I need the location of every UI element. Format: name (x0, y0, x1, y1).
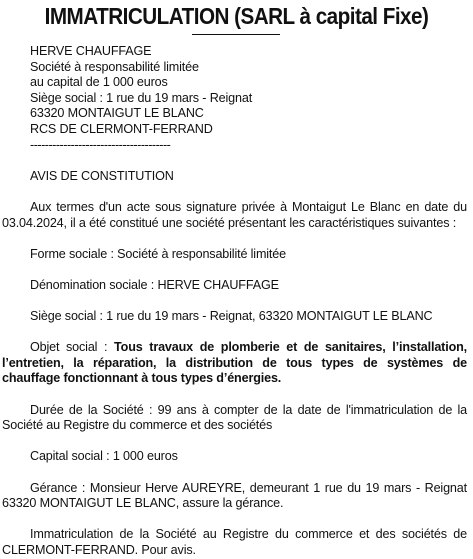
company-rcs: RCS DE CLERMONT-FERRAND (30, 121, 213, 136)
paragraph-intro: Aux termes d'un acte sous signature privée à Montaigut Le Blanc en date du 03.04.2024, il a été constitué une société présentant les caractéristiques suivantes : (2, 199, 467, 230)
paragraph-siege: Siège social : 1 rue du 19 mars - Reignat, 63320 MONTAIGUT LE BLANC (30, 309, 433, 324)
objet-label: Objet social : (30, 340, 115, 355)
paragraph-forme-sociale: Forme sociale : Société à responsabilité limitée (30, 246, 286, 261)
notice-body (2, 44, 467, 559)
paragraph-denomination: Dénomination sociale : HERVE CHAUFFAGE (30, 277, 279, 292)
paragraph-objet (2, 340, 467, 387)
company-legal-form: Société à responsabilité limitée (30, 59, 199, 74)
company-name: HERVE CHAUFFAGE (30, 44, 152, 58)
paragraph-immatriculation: Immatriculation de la Société au Registre du commerce et des sociétés de CLERMONT-FERRAND. Pour avis. (2, 527, 467, 557)
objet-value: Tous travaux de plomberie et de sanitaires, l’installation, l’entretien, la réparation, la distribution de tous types de systèmes de chauffage fonctionnant à tous types d’énergies. (2, 340, 467, 386)
separator-line: -------------------------------------- (30, 137, 171, 152)
notice-heading: AVIS DE CONSTITUTION (30, 168, 174, 183)
paragraph-duree: Durée de la Société : 99 ans à compter de la date de l'immatriculation de la Société au Registre du commerce et des sociétés (2, 402, 467, 433)
title-underline (192, 34, 280, 35)
paragraph-capital: Capital social : 1 000 euros (30, 449, 178, 464)
company-capital: au capital de 1 000 euros (30, 75, 168, 90)
company-seat: Siège social : 1 rue du 19 mars - Reignat (30, 90, 253, 105)
notice-title: IMMATRICULATION (SARL à capital Fixe) (44, 3, 429, 29)
paragraph-gerance: Gérance : Monsieur Herve AUREYRE, demeurant 1 rue du 19 mars - Reignat 63320 MONTAIGUT LE BLANC, assure la gérance. (2, 480, 467, 511)
company-city: 63320 MONTAIGUT LE BLANC (30, 106, 204, 121)
